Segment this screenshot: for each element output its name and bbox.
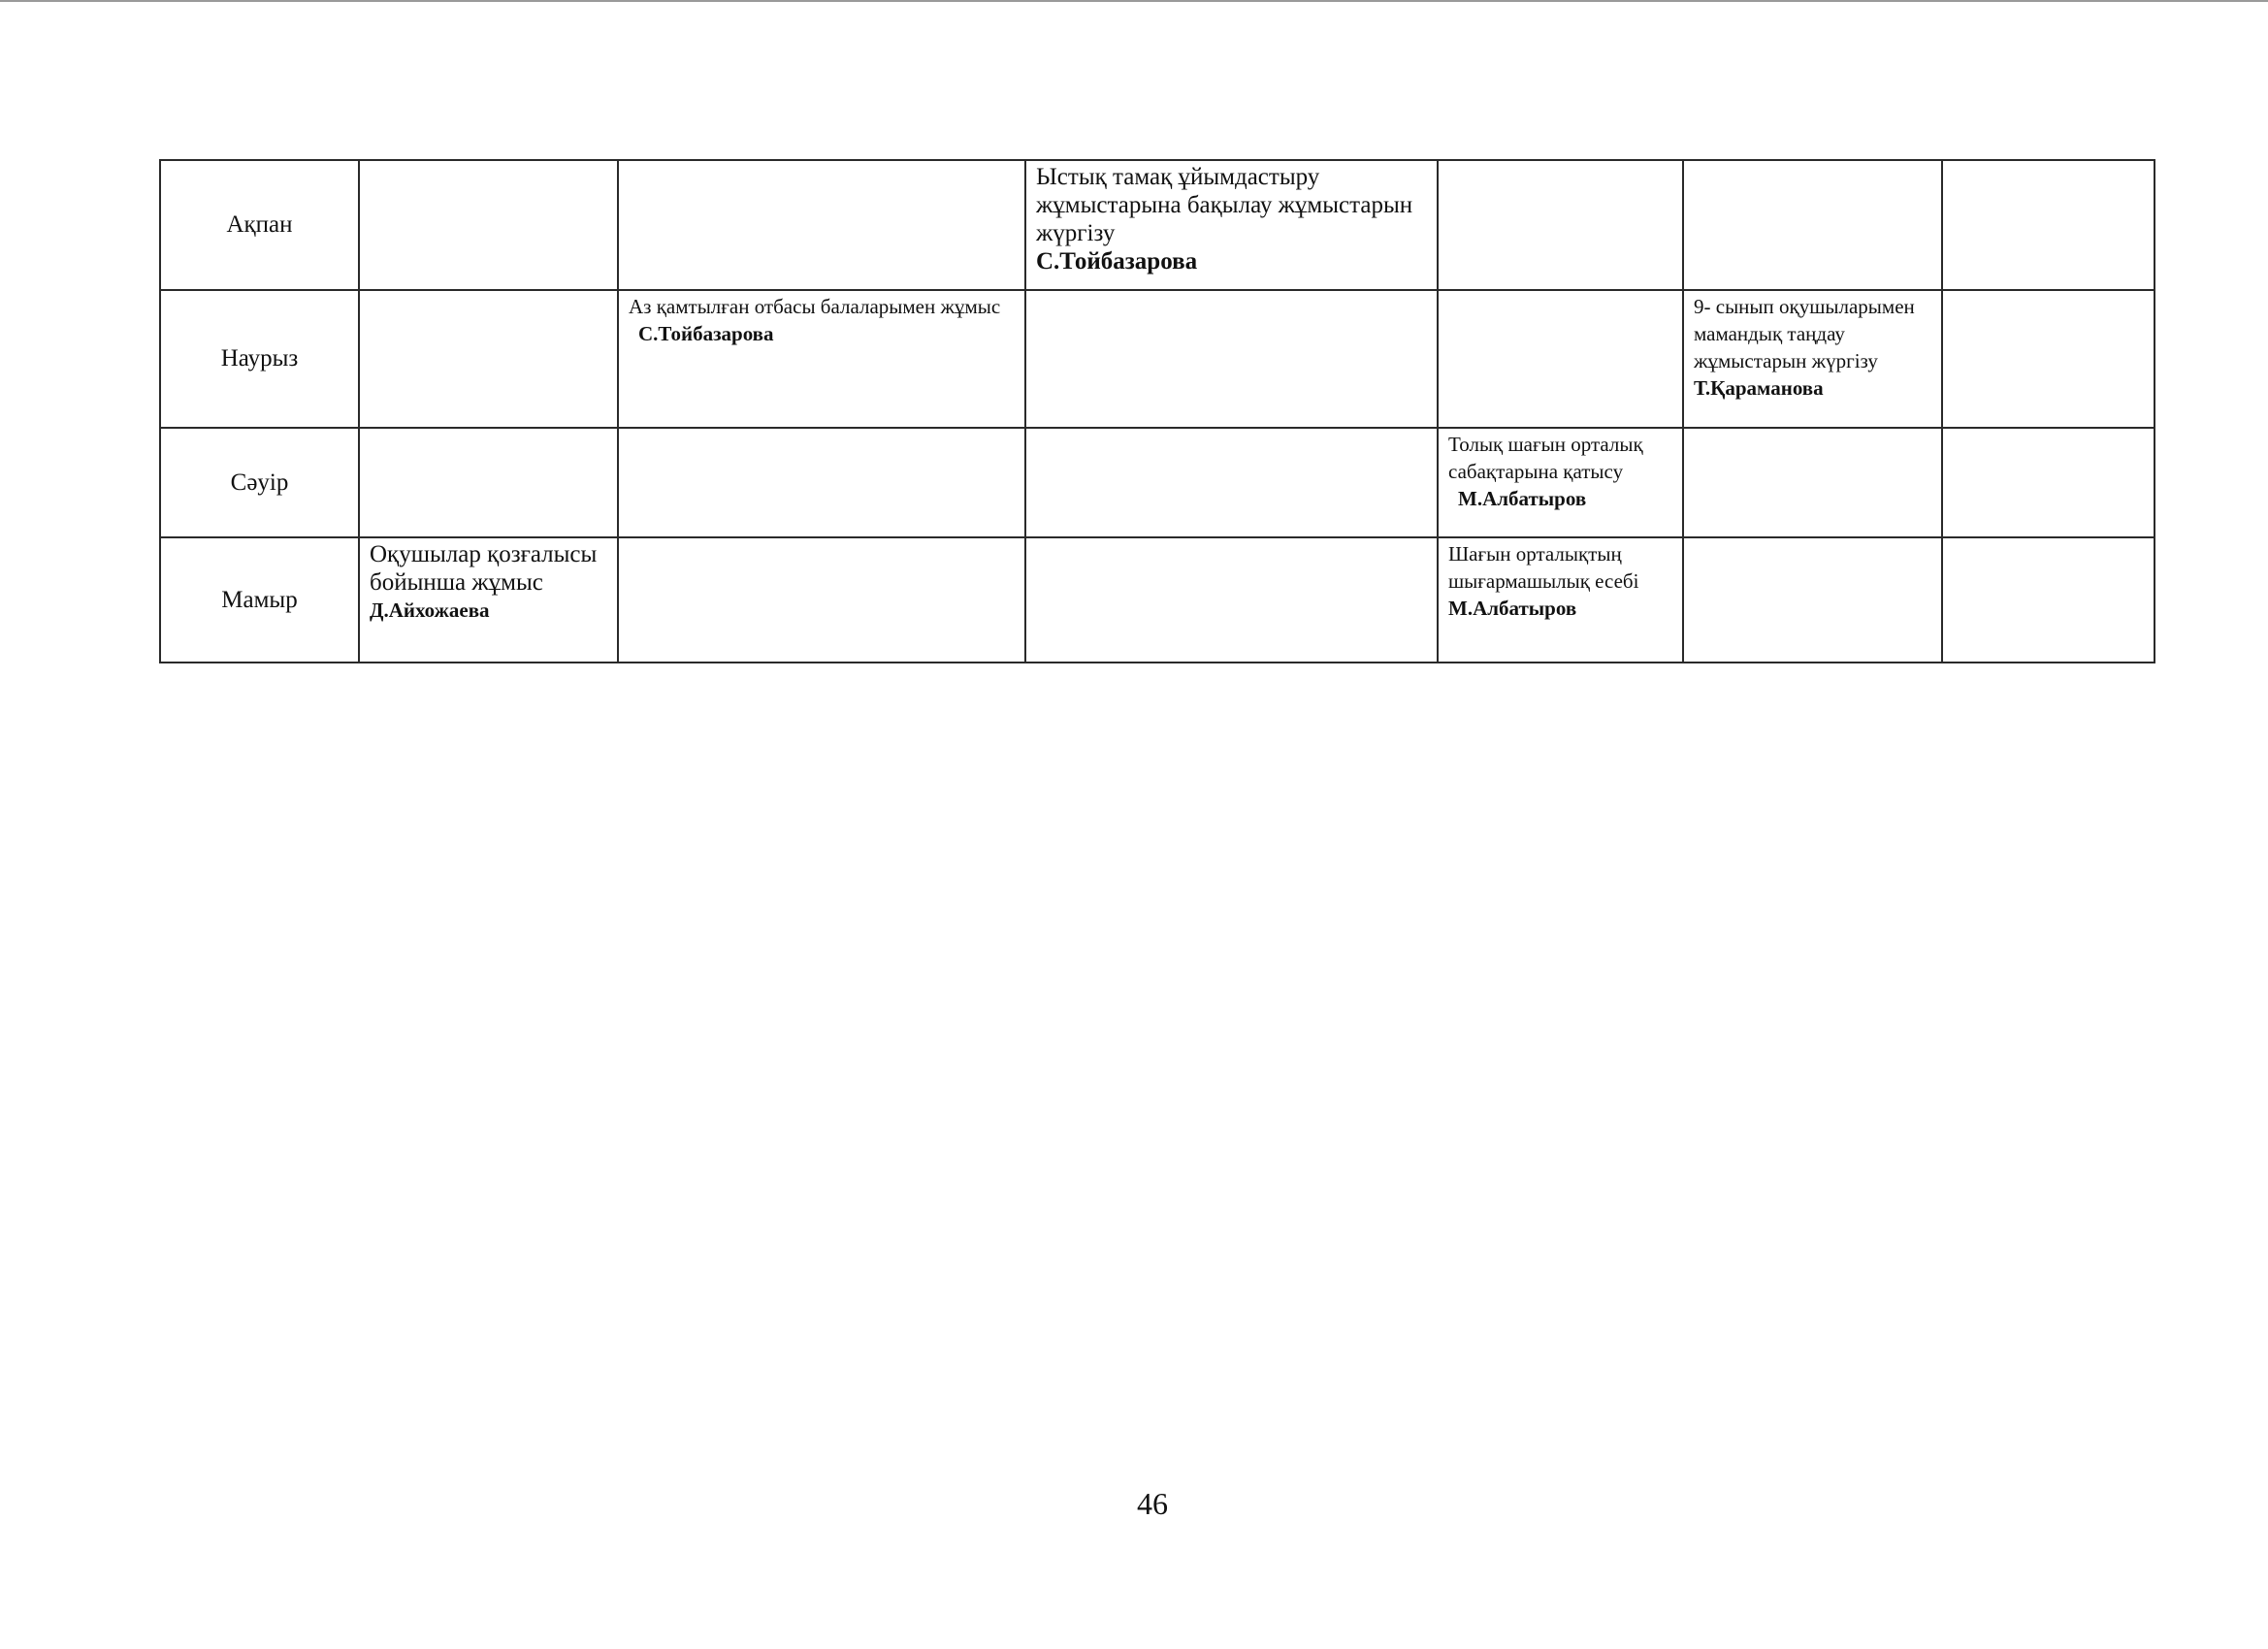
month-cell: Сәуір	[160, 428, 359, 537]
activity-text: Оқушылар қозғалысы бойынша жұмыс	[370, 541, 598, 596]
table-row-sauir	[160, 428, 2155, 537]
empty-cell	[1025, 290, 1438, 428]
empty-cell	[618, 160, 1025, 290]
activity-cell	[1025, 160, 1438, 290]
empty-cell	[618, 428, 1025, 537]
activity-text: Аз қамтылған отбасы балаларымен жұмыс	[629, 295, 1001, 318]
month-cell: Мамыр	[160, 537, 359, 663]
empty-cell	[359, 160, 618, 290]
empty-cell	[1683, 160, 1942, 290]
activity-text: Ыстық тамақ ұйымдастыру жұмыстарына бақылау жұмыстарын жүргізу	[1036, 164, 1413, 246]
empty-cell	[1942, 160, 2155, 290]
activity-text: Толық шағын орталық сабақтарына қатысу	[1448, 433, 1643, 483]
scan-top-edge	[0, 0, 2268, 2]
empty-cell	[1683, 428, 1942, 537]
activity-cell	[359, 537, 618, 663]
activity-cell	[1438, 428, 1683, 537]
empty-cell	[359, 428, 618, 537]
activity-cell	[1438, 537, 1683, 663]
empty-cell	[1438, 290, 1683, 428]
empty-cell	[1942, 428, 2155, 537]
empty-cell	[1025, 537, 1438, 663]
responsible-person: Т.Қараманова	[1694, 376, 1824, 400]
activity-text: Шағын орталықтың шығармашылық есебі	[1448, 542, 1639, 593]
table-row-nauryz	[160, 290, 2155, 428]
responsible-person: Д.Айхожаева	[370, 598, 490, 622]
work-plan-table	[159, 159, 2155, 663]
page-number: 46	[1137, 1486, 1168, 1521]
month-cell: Наурыз	[160, 290, 359, 428]
empty-cell	[1942, 290, 2155, 428]
empty-cell	[1025, 428, 1438, 537]
table-row-mamyr	[160, 537, 2155, 663]
activity-cell	[618, 290, 1025, 428]
table-row-akpan	[160, 160, 2155, 290]
responsible-person: С.Тойбазарова	[1036, 248, 1198, 275]
responsible-person: М.Албатыров	[1458, 487, 1587, 510]
empty-cell	[1438, 160, 1683, 290]
responsible-person: С.Тойбазарова	[638, 322, 774, 345]
activity-text: 9- сынып оқушыларымен мамандық таңдау жұмыстарын жүргізу	[1694, 295, 1915, 372]
empty-cell	[359, 290, 618, 428]
month-cell: Ақпан	[160, 160, 359, 290]
responsible-person: М.Албатыров	[1448, 597, 1577, 620]
empty-cell	[618, 537, 1025, 663]
empty-cell	[1683, 537, 1942, 663]
empty-cell	[1942, 537, 2155, 663]
activity-cell	[1683, 290, 1942, 428]
